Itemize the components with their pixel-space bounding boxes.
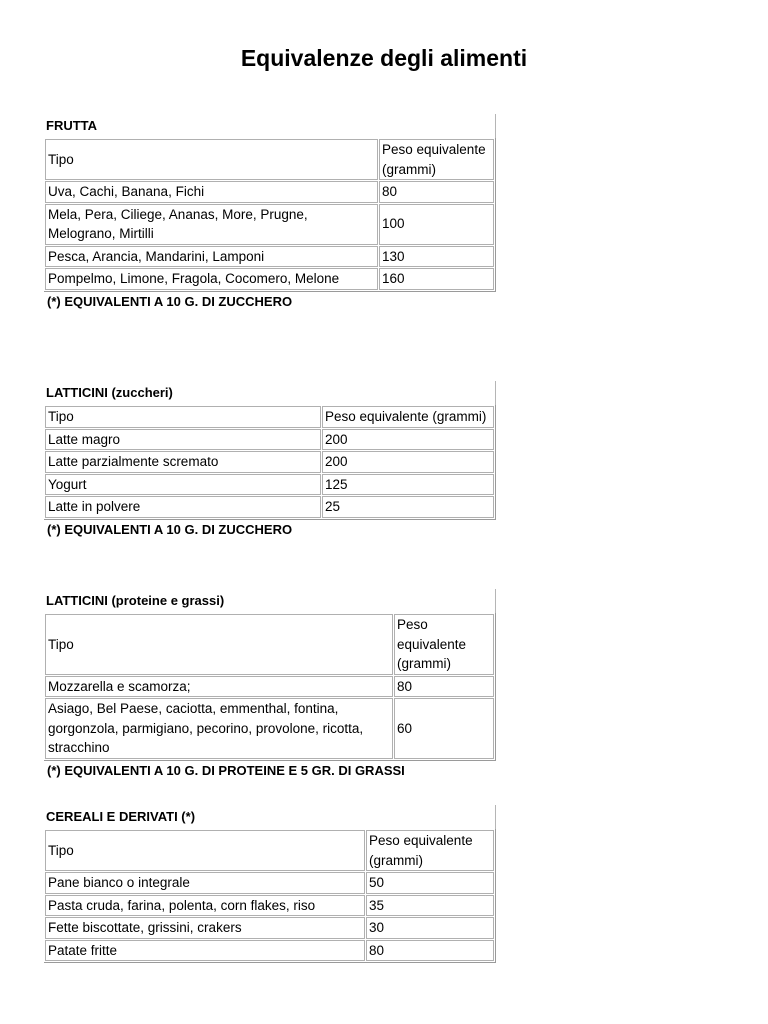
cell-peso: 200: [322, 429, 494, 451]
table-header-row: [45, 406, 494, 428]
cell-peso: 130: [379, 246, 494, 268]
cell-peso: 80: [379, 181, 494, 203]
cell-tipo: Yogurt: [45, 474, 321, 496]
table-row: [45, 204, 494, 245]
table-row: [45, 676, 494, 698]
cell-tipo: Patate fritte: [45, 940, 365, 962]
table-row: [45, 872, 494, 894]
table-row: [45, 698, 494, 759]
section-latticini-zuccheri: [44, 381, 496, 540]
table-row: [45, 268, 494, 290]
cell-peso: 200: [322, 451, 494, 473]
cereali-table: [44, 829, 496, 963]
cell-peso: 25: [322, 496, 494, 518]
table-row: [45, 246, 494, 268]
cell-peso: 60: [394, 698, 494, 759]
cell-tipo: Latte in polvere: [45, 496, 321, 518]
header-peso: Peso equivalente (grammi): [394, 614, 494, 675]
table-row: [45, 429, 494, 451]
cell-peso: 50: [366, 872, 494, 894]
header-tipo: Tipo: [45, 614, 393, 675]
cell-tipo: Mela, Pera, Ciliege, Ananas, More, Prugne, Melograno, Mirtilli: [45, 204, 378, 245]
cell-peso: 35: [366, 895, 494, 917]
cell-tipo: Pane bianco o integrale: [45, 872, 365, 894]
latticini-proteine-table: [44, 613, 496, 761]
cell-peso: 125: [322, 474, 494, 496]
table-row: [45, 917, 494, 939]
table-row: [45, 474, 494, 496]
cell-tipo: Pompelmo, Limone, Fragola, Cocomero, Melone: [45, 268, 378, 290]
section-heading: LATTICINI (zuccheri): [44, 381, 496, 405]
section-note: (*) EQUIVALENTI A 10 G. DI PROTEINE E 5 GR. DI GRASSI: [47, 762, 405, 778]
cell-tipo: Asiago, Bel Paese, caciotta, emmenthal, fontina, gorgonzola, parmigiano, pecorino, provolone, ricotta, stracchino: [45, 698, 393, 759]
section-note: (*) EQUIVALENTI A 10 G. DI ZUCCHERO: [47, 293, 293, 309]
cell-tipo: Latte magro: [45, 429, 321, 451]
cell-tipo: Pesca, Arancia, Mandarini, Lamponi: [45, 246, 378, 268]
section-heading: LATTICINI (proteine e grassi): [44, 589, 496, 613]
header-tipo: Tipo: [45, 830, 365, 871]
cell-peso: 100: [379, 204, 494, 245]
table-row: [45, 895, 494, 917]
header-peso: Peso equivalente (grammi): [322, 406, 494, 428]
cell-peso: 30: [366, 917, 494, 939]
header-peso: Peso equivalente (grammi): [379, 139, 494, 180]
section-heading: FRUTTA: [44, 114, 496, 138]
section-note: (*) EQUIVALENTI A 10 G. DI ZUCCHERO: [47, 521, 293, 537]
section-cereali: [44, 805, 496, 963]
table-header-row: [45, 139, 494, 180]
table-row: [45, 496, 494, 518]
table-header-row: [45, 830, 494, 871]
table-header-row: [45, 614, 494, 675]
page-title: Equivalenze degli alimenti: [240, 45, 528, 71]
frutta-table: [44, 138, 496, 292]
header-tipo: Tipo: [45, 406, 321, 428]
cell-peso: 80: [366, 940, 494, 962]
table-row: [45, 451, 494, 473]
table-row: [45, 940, 494, 962]
cell-peso: 80: [394, 676, 494, 698]
cell-tipo: Uva, Cachi, Banana, Fichi: [45, 181, 378, 203]
header-peso: Peso equivalente (grammi): [366, 830, 494, 871]
section-latticini-proteine: [44, 589, 496, 781]
header-tipo: Tipo: [45, 139, 378, 180]
section-heading: CEREALI E DERIVATI (*): [44, 805, 496, 829]
cell-tipo: Pasta cruda, farina, polenta, corn flakes, riso: [45, 895, 365, 917]
section-frutta: [44, 114, 496, 312]
cell-peso: 160: [379, 268, 494, 290]
cell-tipo: Fette biscottate, grissini, crakers: [45, 917, 365, 939]
cell-tipo: Mozzarella e scamorza;: [45, 676, 393, 698]
table-row: [45, 181, 494, 203]
cell-tipo: Latte parzialmente scremato: [45, 451, 321, 473]
latticini-zuccheri-table: [44, 405, 496, 520]
